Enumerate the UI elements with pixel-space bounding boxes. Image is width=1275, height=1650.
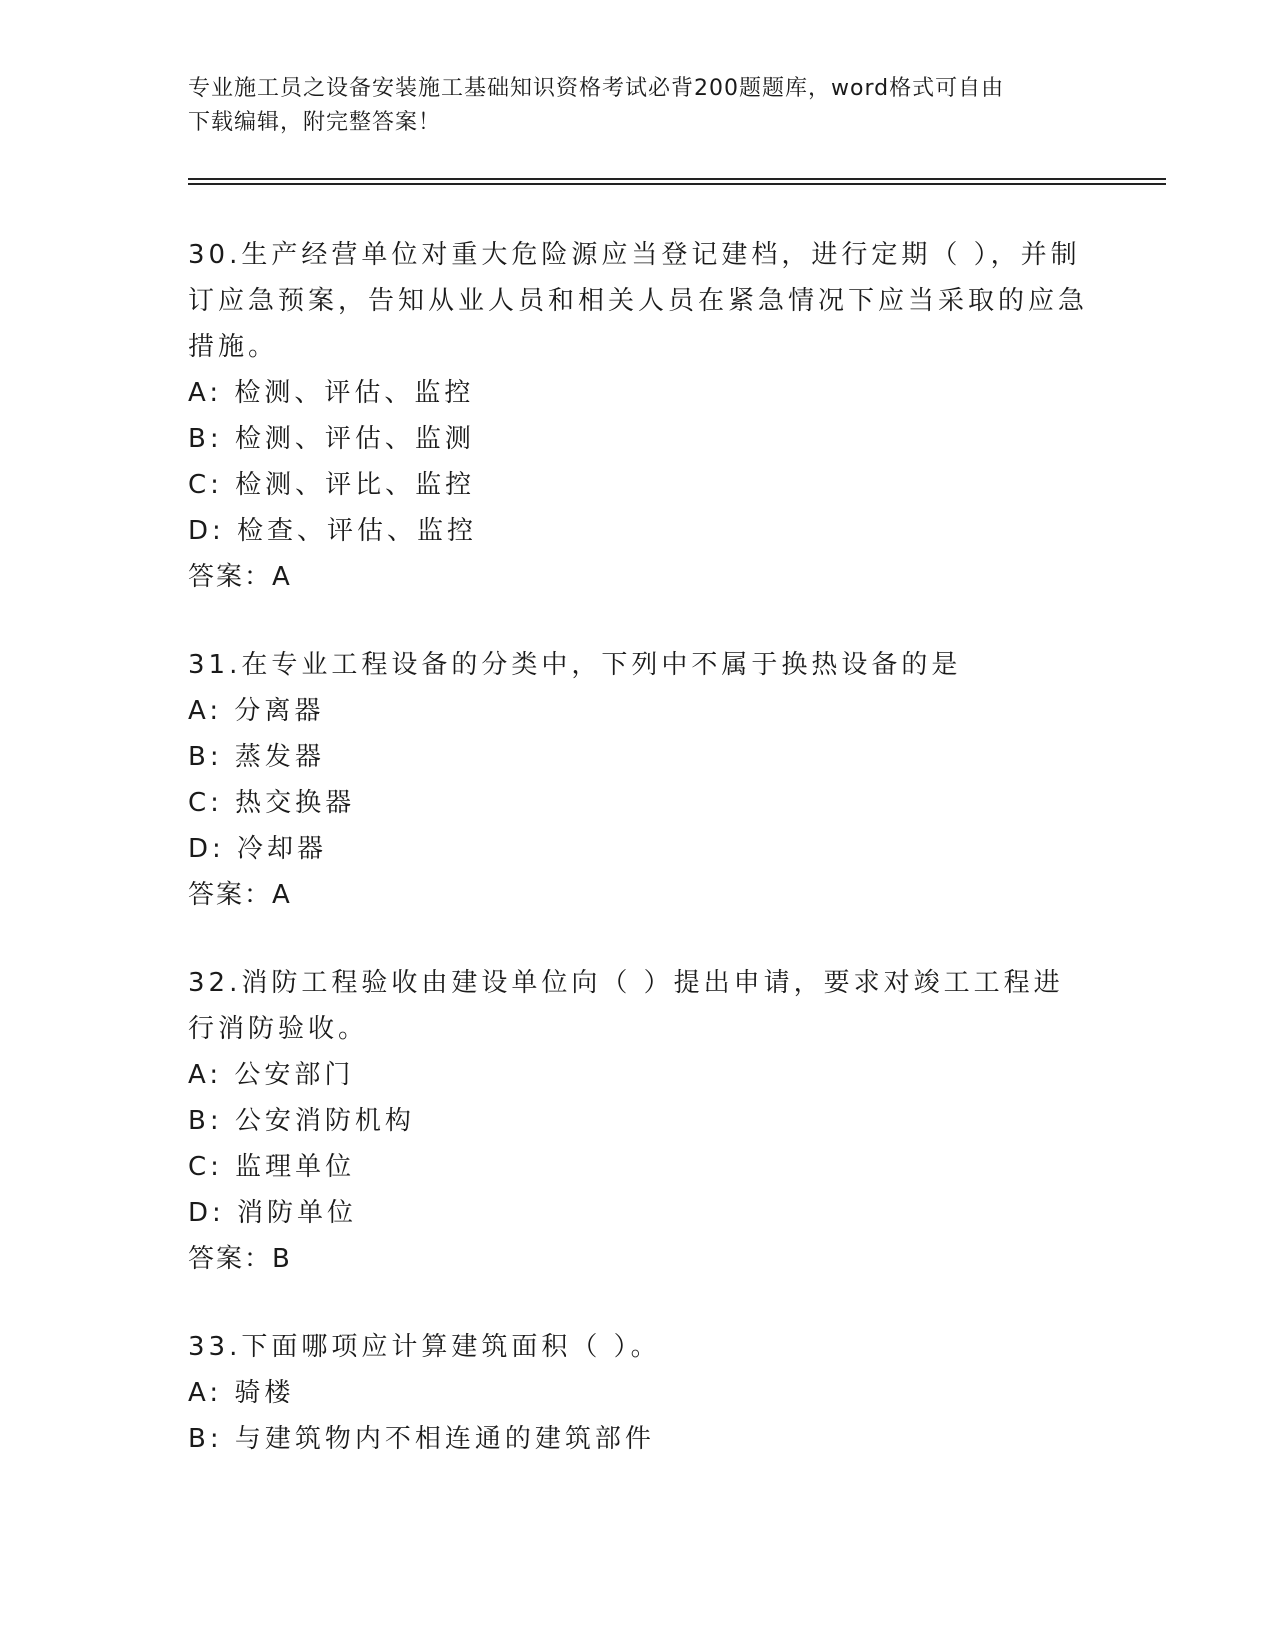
question-30 [188,232,1088,600]
option-a: A: 检测、评估、监控 [188,378,475,408]
option-c: C: 检测、评比、监控 [188,470,476,500]
question-33 [188,1324,1088,1462]
answer-line: 答案：A [188,880,292,910]
question-32 [188,960,1088,1282]
question-stem: 30.生产经营单位对重大危险源应当登记建档，进行定期（ ），并制订应急预案，告知从业人员和相关人员在紧急情况下应当采取的应急措施。 [188,240,1089,362]
header-divider-bottom [188,183,1166,185]
option-a: A: 分离器 [188,696,325,726]
question-stem: 33.下面哪项应计算建筑面积（ ）。 [188,1332,661,1362]
answer-line: 答案：A [188,562,292,592]
option-a: A: 公安部门 [188,1060,355,1090]
option-d: D: 冷却器 [188,834,328,864]
header-divider-top [188,178,1166,180]
option-b: B: 检测、评估、监测 [188,424,475,454]
header-title-line2: 下载编辑，附完整答案！ [188,110,442,135]
option-b: B: 与建筑物内不相连通的建筑部件 [188,1424,655,1454]
option-a: A: 骑楼 [188,1378,295,1408]
option-b: B: 蒸发器 [188,742,325,772]
question-list [188,232,1088,1504]
answer-line: 答案：B [188,1244,292,1274]
document-header [188,72,1088,140]
option-b: B: 公安消防机构 [188,1106,415,1136]
question-stem: 32.消防工程验收由建设单位向（ ）提出申请，要求对竣工工程进行消防验收。 [188,968,1064,1044]
option-c: C: 热交换器 [188,788,356,818]
question-stem: 31.在专业工程设备的分类中，下列中不属于换热设备的是 [188,650,962,680]
question-31 [188,642,1088,918]
option-d: D: 消防单位 [188,1198,358,1228]
header-title-line1: 专业施工员之设备安装施工基础知识资格考试必背200题题库，word格式可自由 [188,76,1005,101]
option-d: D: 检查、评估、监控 [188,516,478,546]
option-c: C: 监理单位 [188,1152,356,1182]
